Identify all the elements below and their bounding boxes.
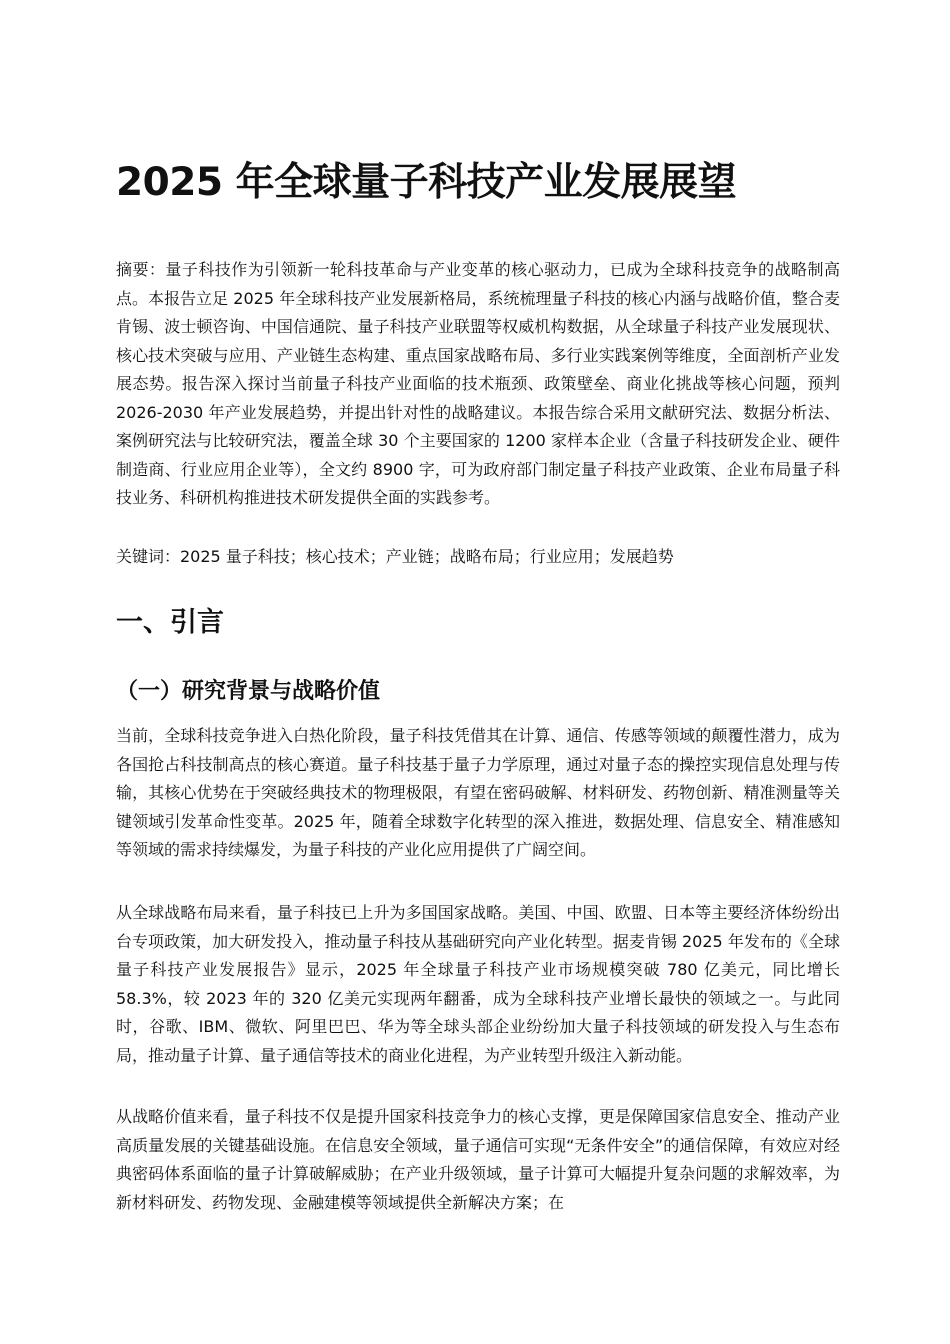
subsection-heading-background: （一）研究背景与战略价值: [116, 679, 381, 704]
section-heading-introduction: 一、引言: [116, 607, 224, 638]
abstract-paragraph: 摘要：量子科技作为引领新一轮科技革命与产业变革的核心驱动力，已成为全球科技竞争的战略制高点。本报告立足 2025 年全球科技产业发展新格局，系统梳理量子科技的核心内涵与战略价值，整合麦肯锡、波士顿咨询、中国信通院、量子科技产业联盟等权威机构数据，从全球量子科技产业发展现状、核心技术突破与应用、产业链生态构建、重点国家战略布局、多行业实践案例等维度，全面剖析产业发展态势。报告深入探讨当前量子科技产业面临的技术瓶颈、政策壁垒、商业化挑战等核心问题，预判 2026-2030 年产业发展趋势，并提出针对性的战略建议。本报告综合采用文献研究法、数据分析法、案例研究法与比较研究法，覆盖全球 30 个主要国家的 1200 家样本企业（含量子科技研发企业、硬件制造商、行业应用企业等），全文约 8900 字，可为政府部门制定量子科技产业政策、企业布局量子科技业务、科研机构推进技术研发提供全面的实践参考。: [116, 260, 840, 507]
body-paragraph: 从全球战略布局来看，量子科技已上升为多国国家战略。美国、中国、欧盟、日本等主要经济体纷纷出台专项政策，加大研发投入，推动量子科技从基础研究向产业化转型。据麦肯锡 2025 年发布的《全球量子科技产业发展报告》显示，2025 年全球量子科技产业市场规模突破 780 亿美元，同比增长 58.3%，较 2023 年的 320 亿美元实现两年翻番，成为全球科技产业增长最快的领域之一。与此同时，谷歌、IBM、微软、阿里巴巴、华为等全球头部企业纷纷加大量子科技领域的研发投入与生态布局，推动量子计算、量子通信等技术的商业化进程，为产业转型升级注入新动能。: [116, 903, 840, 1065]
document-title: 2025 年全球量子科技产业发展展望: [116, 160, 737, 205]
body-paragraph: 当前，全球科技竞争进入白热化阶段，量子科技凭借其在计算、通信、传感等领域的颠覆性潜力，成为各国抢占科技制高点的核心赛道。量子科技基于量子力学原理，通过对量子态的操控实现信息处理与传输，其核心优势在于突破经典技术的物理极限，有望在密码破解、材料研发、药物创新、精准测量等关键领域引发革命性变革。2025 年，随着全球数字化转型的深入推进，数据处理、信息安全、精准感知等领域的需求持续爆发，为量子科技的产业化应用提供了广阔空间。: [116, 726, 840, 859]
keywords-line: 关键词：2025 量子科技；核心技术；产业链；战略布局；行业应用；发展趋势: [116, 547, 674, 566]
body-paragraph: 从战略价值来看，量子科技不仅是提升国家科技竞争力的核心支撑，更是保障国家信息安全、推动产业高质量发展的关键基础设施。在信息安全领域，量子通信可实现“无条件安全”的通信保障，有效应对经典密码体系面临的量子计算破解威胁；在产业升级领域，量子计算可大幅提升复杂问题的求解效率，为新材料研发、药物发现、金融建模等领域提供全新解决方案；在: [116, 1107, 840, 1212]
